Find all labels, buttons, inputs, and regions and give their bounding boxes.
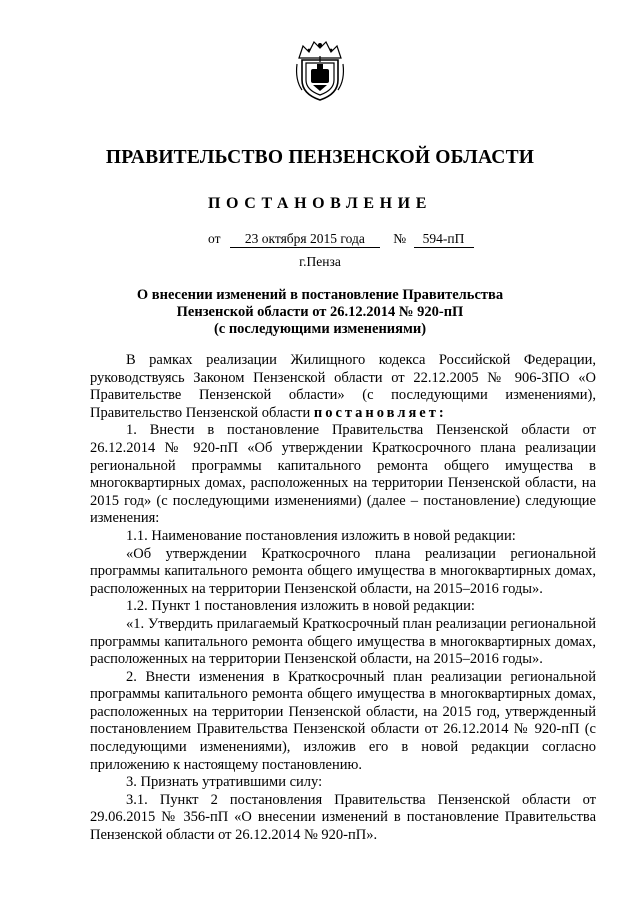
document-body [90, 352, 596, 845]
paragraph: 1.1. Наименование постановления изложить в новой редакции: [126, 527, 516, 544]
date-prefix: от [208, 231, 221, 246]
document-date: 23 октября 2015 года [230, 231, 380, 248]
heading-line: Пензенской области от 26.12.2014 № 920-пП [176, 304, 464, 320]
date-number-line [208, 231, 474, 247]
city: г.Пенза [299, 254, 341, 269]
document-type: ПОСТАНОВЛЕНИЕ [208, 195, 432, 212]
heading-line: О внесении изменений в постановление Правительства [136, 287, 504, 303]
government-title: ПРАВИТЕЛЬСТВО ПЕНЗЕНСКОЙ ОБЛАСТИ [105, 147, 535, 168]
paragraph: «Об утверждении Краткосрочного плана реализации региональной программы капитального ремонта общего имущества в многоквартирных домах, расположенных на территории Пензенской области, на 2015–2016 годы». [90, 545, 596, 597]
document-number: 594-пП [414, 231, 474, 248]
heading-line: (с последующими изменениями) [213, 321, 427, 337]
paragraph [90, 352, 596, 422]
document-heading [120, 287, 520, 338]
coat-of-arms-icon [293, 36, 347, 102]
paragraph: 1.2. Пункт 1 постановления изложить в новой редакции: [126, 598, 475, 615]
paragraph-text: В рамках реализации Жилищного кодекса Российской Федерации, руководствуясь Законом Пензенской области от 22.12.2005 № 906-ЗПО «О Правительстве Пензенской области» (с последующими изменениями), Правительство Пензенской области [90, 352, 596, 421]
paragraph: 1. Внести в постановление Правительства Пензенской области от 26.12.2014 № 920-пП «Об утверждении Краткосрочного плана реализации региональной программы капитального ремонта общего имущества в многоквартирных домах, расположенных на территории Пензенской области, на 2015 год» (с последующими изменениями) (далее – постановление) следующие изменения: [90, 422, 596, 527]
paragraph: 2. Внести изменения в Краткосрочный план реализации региональной программы капитального ремонта общего имущества в многоквартирных домах, расположенных на территории Пензенской области, на 2015 год, утвержденный постановлением Правительства Пензенской области от 26.12.2014 № 920-пП (с последующими изменениями), изложив его в новой редакции согласно приложению к настоящему постановлению. [90, 668, 596, 773]
paragraph: 3.1. Пункт 2 постановления Правительства Пензенской области от 29.06.2015 № 356-пП «О внесении изменений в постановление Правительства Пензенской области от 26.12.2014 № 920-пП». [90, 791, 596, 844]
number-prefix: № [393, 231, 407, 246]
emphasis-text: постановляет: [313, 404, 447, 421]
paragraph: 3. Признать утратившими силу: [126, 774, 323, 791]
paragraph: «1. Утвердить прилагаемый Краткосрочный план реализации региональной программы капитального ремонта общего имущества в многоквартирных домах, расположенных на территории Пензенской области, на 2015–2016 годы». [90, 615, 596, 668]
